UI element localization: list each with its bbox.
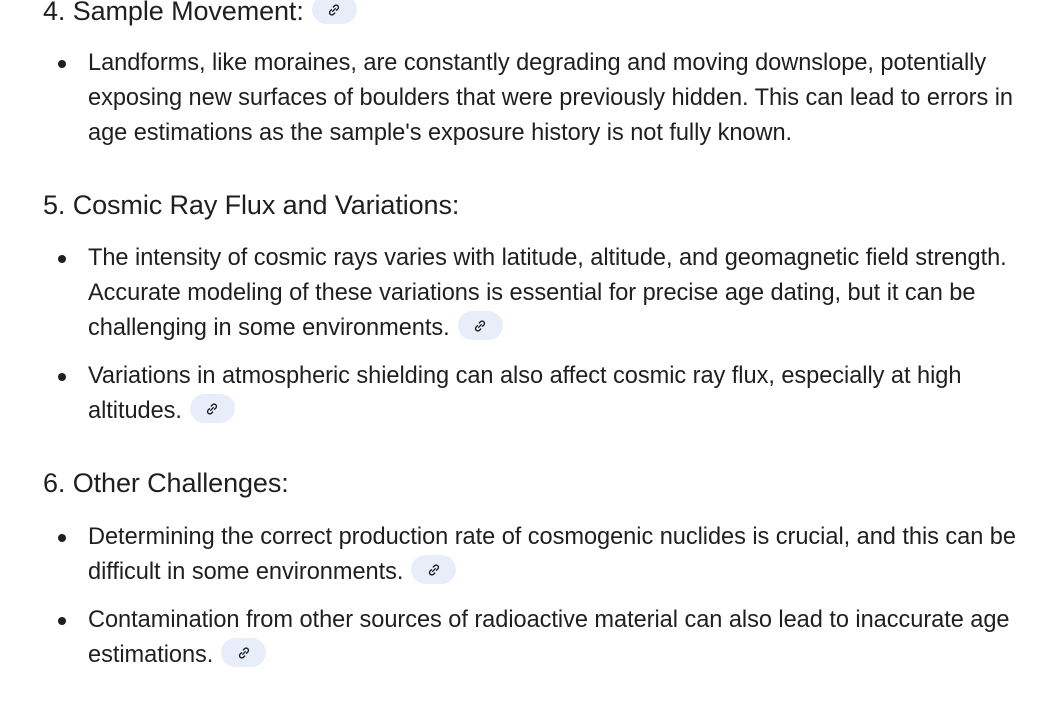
list-item <box>0 241 1048 346</box>
list-item-text: Determining the correct production rate of cosmogenic nuclides is crucial, and this can be difficult in some environments. <box>88 524 1016 585</box>
section-heading-text: 4. Sample Movement: <box>43 0 304 26</box>
citation-link-button[interactable] <box>458 311 503 340</box>
link-icon <box>237 646 251 660</box>
link-icon <box>327 3 341 17</box>
bullet-dot <box>58 255 66 263</box>
other-challenges-list <box>0 520 1048 673</box>
bullet-dot <box>58 534 66 542</box>
list-item <box>0 46 1048 151</box>
list-item-text: Variations in atmospheric shielding can also affect cosmic ray flux, especially at high altitudes. <box>88 363 962 424</box>
link-icon <box>427 563 441 577</box>
sample-movement-list <box>0 46 1048 151</box>
citation-link-button[interactable] <box>411 555 456 584</box>
list-item <box>0 603 1048 673</box>
link-icon <box>205 402 219 416</box>
section-heading-cosmic-ray-flux <box>43 188 459 222</box>
section-heading-text: 6. Other Challenges: <box>43 468 289 498</box>
citation-link-button[interactable] <box>312 0 357 24</box>
list-item <box>0 359 1048 429</box>
section-heading-other-challenges <box>43 466 289 500</box>
section-heading-text: 5. Cosmic Ray Flux and Variations: <box>43 190 460 220</box>
list-item-text: Landforms, like moraines, are constantly degrading and moving downslope, potentially exposing new surfaces of boulders that were previously hidden. This can lead to errors in age estimations as the sample's exposure history is not fully known. <box>88 50 1013 146</box>
list-item-text: Contamination from other sources of radioactive material can also lead to inaccurate age estimations. <box>88 607 1010 668</box>
link-icon <box>473 319 487 333</box>
cosmic-ray-flux-list <box>0 241 1048 429</box>
list-item <box>0 520 1048 590</box>
bullet-dot <box>58 617 66 625</box>
section-heading-sample-movement <box>43 0 357 28</box>
list-item-text: The intensity of cosmic rays varies with latitude, altitude, and geomagnetic field strength. Accurate modeling of these variations is essential for precise age dating, but it can be challenging in some environments. <box>88 245 1007 341</box>
citation-link-button[interactable] <box>221 638 266 667</box>
bullet-dot <box>58 60 66 68</box>
bullet-dot <box>58 373 66 381</box>
citation-link-button[interactable] <box>190 394 235 423</box>
